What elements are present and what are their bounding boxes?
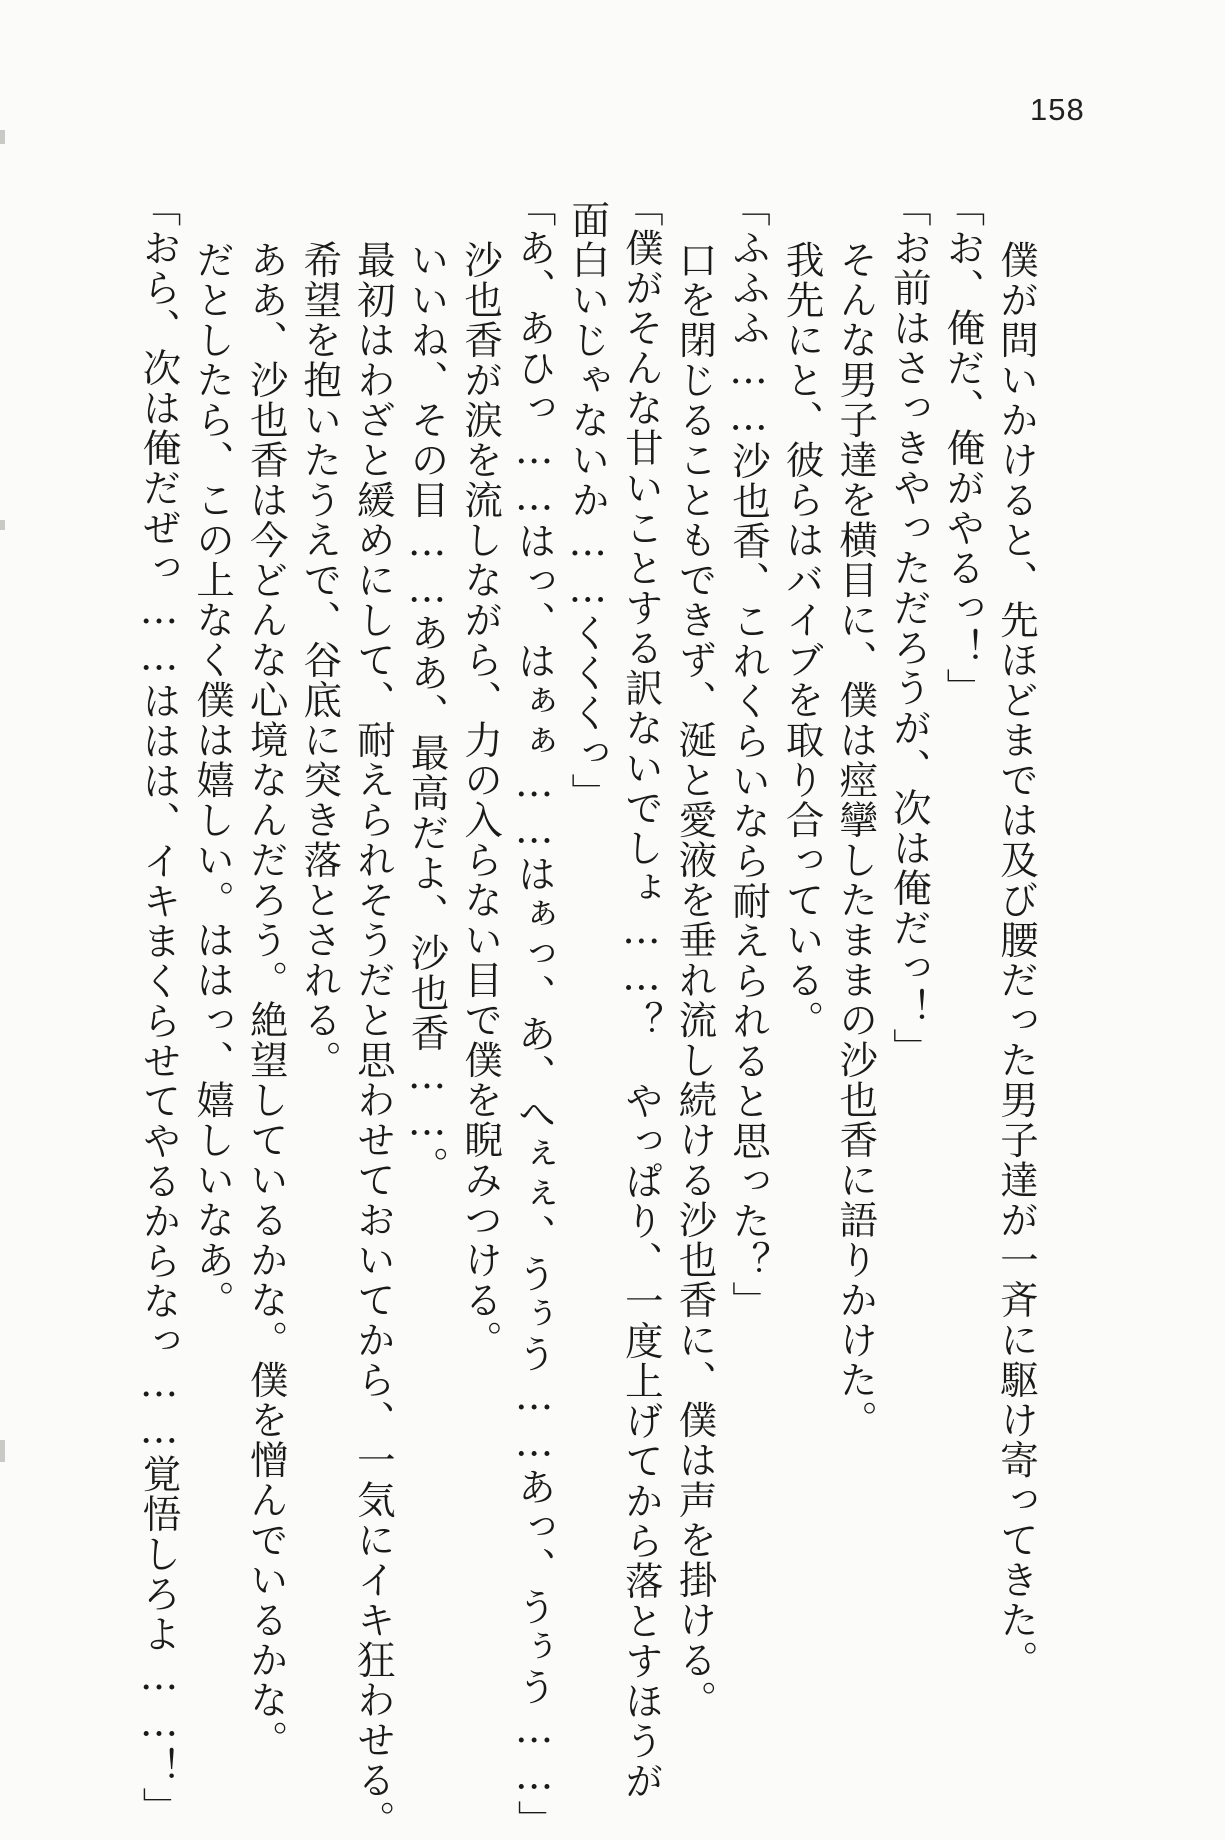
text-line: 「ふふふ……沙也香、これくらいなら耐えられると思った？」 xyxy=(726,188,772,1321)
text-line: 「僕がそんな甘いことする訳ないでしょ……？ やっぱり、一度上げてから落とすほうが xyxy=(618,188,664,1801)
vertical-text-body xyxy=(132,188,1043,1840)
text-line: 面白いじゃないか……くくくっ」 xyxy=(565,200,611,813)
text-line: 口を閉じることもできず、涎と愛液を垂れ流し続ける沙也香に、僕は声を掛ける。 xyxy=(672,200,718,1720)
text-line: 「お前はさっきやっただろうが、次は俺だっ！」 xyxy=(886,188,932,1068)
text-line: 最初はわざと緩めにして、耐えられそうだと思わせておいてから、一気にイキ狂わせる。 xyxy=(350,200,396,1840)
text-line: 僕が問いかけると、先ほどまでは及び腰だった男子達が一斉に駆け寄ってきた。 xyxy=(994,200,1039,1680)
page-edge-mark xyxy=(0,130,5,144)
text-line: 希望を抱いたうえで、谷底に突き落とされる。 xyxy=(297,200,343,1080)
page-edge-mark xyxy=(0,1440,5,1462)
text-line: 「あ、あひっ……はっ、はぁぁ……はぁっ、あ、へぇぇ、うぅう……あっ、うぅう……」 xyxy=(511,188,557,1840)
text-line: 沙也香が涙を流しながら、力の入らない目で僕を睨みつける。 xyxy=(458,200,504,1360)
text-line: 「お、俺だ、俺がやるっ！」 xyxy=(940,188,986,708)
text-line: だとしたら、この上なく僕は嬉しい。ははっ、嬉しいなあ。 xyxy=(190,200,236,1320)
text-line: 「おら、次は俺だぜっ……ははは、イキまくらせてやるからなっ……覚悟しろよ……！」 xyxy=(136,188,182,1827)
page-number: 158 xyxy=(1030,92,1085,127)
text-line: いいね、その目……ああ、最高だよ、沙也香……。 xyxy=(404,200,450,1186)
page-edge-mark xyxy=(0,520,5,530)
text-line: 我先にと、彼らはバイブを取り合っている。 xyxy=(779,200,825,1040)
text-line: そんな男子達を横目に、僕は痙攣したままの沙也香に語りかけた。 xyxy=(833,200,879,1440)
text-line: ああ、沙也香は今どんな心境なんだろう。絶望しているかな。僕を憎んでいるかな。 xyxy=(243,200,289,1760)
